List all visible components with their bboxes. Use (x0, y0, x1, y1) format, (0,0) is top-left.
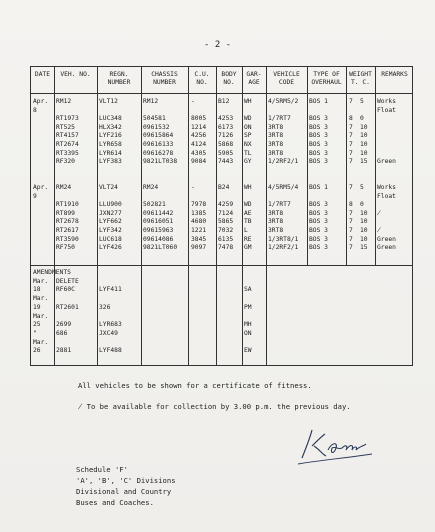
column-header: REMARKS (381, 71, 408, 78)
schedule-row-cell: 9097 (191, 244, 207, 252)
schedule-row-cell: 502821 (143, 201, 166, 209)
schedule-row-cell: 7 (349, 184, 353, 191)
schedule-row-cell: 7978 (191, 201, 207, 209)
amendment-row-cell: Mar. (33, 295, 49, 303)
schedule-row-cell: VLT24 (99, 184, 118, 191)
schedule-row-cell: GM (244, 244, 252, 252)
header-rule (31, 93, 412, 94)
schedule-row-cell: RT3395 (56, 149, 79, 157)
schedule-row-cell: WH (244, 98, 252, 105)
schedule-row-cell: 7 (349, 132, 353, 140)
column-rule (346, 67, 347, 265)
schedule-row-cell: 8 (349, 115, 353, 123)
schedule-row-cell: B12 (218, 98, 230, 105)
schedule-row-cell: LYR658 (99, 141, 122, 148)
schedule-row-cell: RM24 (56, 184, 72, 191)
schedule-row-cell: 7 (349, 235, 353, 243)
schedule-row-cell: BOS 1 (309, 184, 328, 191)
schedule-row-cell: 15 (360, 244, 368, 252)
schedule-row-cell: 6135 (218, 235, 234, 243)
amendment-row-cell: 2699 (56, 321, 72, 329)
schedule-row-cell: BOS 3 (309, 235, 328, 243)
schedule-row-cell: 7124 (218, 209, 234, 217)
column-header: CHASSIS NUMBER (151, 71, 178, 86)
schedule-row-cell: 4305 (191, 149, 207, 157)
schedule-row-cell: 7 (349, 98, 353, 105)
schedule-row-cell: RM24 (143, 184, 159, 191)
schedule-row-cell: TB (244, 218, 252, 226)
amendment-row-cell: Mar. (33, 277, 49, 285)
amendment-row-cell: SA (244, 286, 252, 294)
amendment-row-cell: MH (244, 321, 252, 329)
schedule-row-cell: 1/2RF2/1 (268, 158, 299, 166)
schedule-row-cell: 0961532 (143, 123, 170, 131)
schedule-row-cell: 09616278 (143, 149, 174, 157)
schedule-row-cell: 3RT8 (268, 218, 284, 226)
column-rule (97, 67, 98, 365)
footer-line: Buses and Coaches. (76, 498, 154, 507)
schedule-row-cell: RT4157 (56, 132, 79, 140)
schedule-row-cell: B24 (218, 184, 230, 191)
schedule-row-cell: TL (244, 149, 252, 157)
schedule-row-cell: 504581 (143, 115, 166, 123)
column-rule (375, 67, 376, 265)
schedule-row-cell: 09616133 (143, 141, 174, 148)
schedule-row-cell: 1/7RT7 (268, 201, 291, 209)
schedule-row-cell: RT2617 (56, 227, 79, 234)
schedule-row-cell: 5 (360, 184, 364, 191)
schedule-row-cell: BOS 3 (309, 158, 328, 166)
schedule-row-cell: BOS 3 (309, 141, 328, 148)
schedule-row-cell: LYF216 (99, 132, 122, 140)
schedule-row-cell: 4124 (191, 141, 207, 148)
schedule-row-cell: RT525 (56, 123, 75, 131)
schedule-row-cell: 7 (349, 158, 353, 166)
column-header: GAR- AGE (246, 71, 262, 86)
schedule-row-cell: BOS 3 (309, 115, 328, 123)
schedule-row-cell: ̸ (377, 209, 381, 217)
schedule-row-cell: Green (377, 235, 396, 243)
column-rule (307, 67, 308, 265)
amendment-row-cell: 25 (33, 321, 41, 329)
schedule-row-cell: BOS 3 (309, 244, 328, 252)
column-header: REGN. NUMBER (107, 71, 131, 86)
schedule-row-cell: 3845 (191, 235, 207, 243)
schedule-row-cell: 7443 (218, 158, 234, 166)
schedule-row-cell: 10 (360, 218, 368, 226)
schedule-row-cell: RT1910 (56, 201, 79, 209)
schedule-row-cell: 1385 (191, 209, 207, 217)
schedule-row-cell: SP (244, 132, 252, 140)
schedule-row-cell: BOS 3 (309, 123, 328, 131)
schedule-row-cell: Works (377, 98, 396, 105)
amendment-row-cell: 19 (33, 303, 41, 311)
schedule-row-cell: ON (244, 123, 252, 131)
schedule-row-cell: 4/5RM5/2 (268, 98, 299, 105)
schedule-row-cell: 7 (349, 218, 353, 226)
schedule-row-cell: 10 (360, 132, 368, 140)
schedule-row-cell: 5868 (218, 141, 234, 148)
column-header: C.U. NO. (194, 71, 210, 86)
schedule-row-cell: GY (244, 158, 252, 166)
schedule-row-cell: RT2678 (56, 218, 79, 226)
schedule-row-cell: 5 (360, 98, 364, 105)
footer-line: Divisional and Country (76, 487, 172, 496)
schedule-row-cell: BOS 3 (309, 149, 328, 157)
schedule-row-cell: LUC618 (99, 235, 122, 243)
schedule-row-cell: RE (244, 235, 252, 243)
amendment-row-cell: " (33, 329, 37, 337)
schedule-row-cell: BOS 3 (309, 218, 328, 226)
schedule-row-cell: 8 (33, 106, 37, 114)
schedule-row-cell: 4680 (191, 218, 207, 226)
schedule-row-cell: 7 (349, 227, 353, 234)
collection-note: ̸ To be available for collection by 3.00 p.m. the previous day. (78, 402, 351, 411)
schedule-row-cell: 5905 (218, 149, 234, 157)
amendment-row-cell: EW (244, 347, 252, 355)
footer-line: 'A', 'B', 'C' Divisions (76, 476, 176, 485)
schedule-row-cell: 09615963 (143, 227, 174, 234)
page-number: - 2 - (204, 40, 232, 50)
schedule-row-cell: ̸ (377, 227, 381, 234)
schedule-row-cell: WD (244, 115, 252, 123)
column-header: DATE (34, 71, 51, 78)
schedule-row-cell: 7 (349, 149, 353, 157)
amendment-row-cell: Mar. (33, 338, 49, 346)
schedule-row-cell: BOS 3 (309, 132, 328, 140)
schedule-row-cell: Green (377, 158, 396, 166)
schedule-row-cell: BOS 3 (309, 209, 328, 217)
schedule-row-cell: 0 (360, 201, 364, 209)
schedule-row-cell: 1/2RF2/1 (268, 244, 299, 252)
column-header: BODY NO. (221, 71, 237, 86)
amendment-row-cell: AMENDMENTS (33, 269, 71, 276)
schedule-row-cell: 7032 (218, 227, 234, 234)
schedule-row-cell: RT2674 (56, 141, 79, 148)
schedule-row-cell: 4256 (191, 132, 207, 140)
schedule-row-cell: 09615864 (143, 132, 174, 140)
schedule-row-cell: RM12 (56, 98, 72, 105)
schedule-row-cell: 1221 (191, 227, 207, 234)
schedule-row-cell: LYF342 (99, 227, 122, 234)
amendment-row-cell: ON (244, 329, 252, 337)
amendments-rule (31, 265, 412, 266)
schedule-row-cell: 7478 (218, 244, 234, 252)
amendment-row-cell: 686 (56, 329, 68, 337)
fitness-note: All vehicles to be shown for a certificate of fitness. (78, 381, 312, 390)
amendment-row-cell: LYR683 (99, 321, 122, 329)
amendment-row-cell: 2881 (56, 347, 72, 355)
amendment-row-cell: LYF411 (99, 286, 122, 294)
schedule-row-cell: RT3590 (56, 235, 79, 243)
schedule-row-cell: 10 (360, 123, 368, 131)
schedule-row-cell: 10 (360, 235, 368, 243)
schedule-row-cell: 1214 (191, 123, 207, 131)
schedule-row-cell: 10 (360, 149, 368, 157)
schedule-row-cell: 3RT8 (268, 132, 284, 140)
schedule-row-cell: Apr. (33, 98, 49, 105)
schedule-row-cell: BOS 3 (309, 201, 328, 209)
schedule-row-cell: - (191, 98, 195, 105)
overhaul-schedule-table (30, 66, 413, 366)
schedule-row-cell: 10 (360, 227, 368, 234)
schedule-row-cell: LYF426 (99, 244, 122, 252)
schedule-row-cell: 7 (349, 209, 353, 217)
schedule-row-cell: RF750 (56, 244, 75, 252)
schedule-row-cell: 1/3RT8/1 (268, 235, 299, 243)
column-rule (188, 67, 189, 365)
footer-line: Schedule 'F' (76, 465, 128, 474)
column-header: TYPE OF OVERHAUL (311, 71, 342, 86)
amendment-row-cell: RF60C (56, 286, 75, 294)
schedule-row-cell: 09611442 (143, 209, 174, 217)
schedule-row-cell: 9821LT060 (143, 244, 178, 252)
schedule-row-cell: WH (244, 184, 252, 191)
column-rule (242, 67, 243, 365)
column-header: VEHICLE CODE (273, 71, 300, 86)
schedule-row-cell: 10 (360, 141, 368, 148)
column-rule (266, 67, 267, 365)
amendment-row-cell: 326 (99, 303, 111, 311)
schedule-row-cell: Works (377, 184, 396, 191)
schedule-row-cell: LYF383 (99, 158, 122, 166)
schedule-row-cell: BOS 3 (309, 227, 328, 234)
schedule-row-cell: RM12 (143, 98, 159, 105)
schedule-row-cell: WD (244, 201, 252, 209)
schedule-row-cell: NX (244, 141, 252, 148)
schedule-row-cell: L (244, 227, 248, 234)
schedule-row-cell: 3RT8 (268, 141, 284, 148)
amendment-row-cell: 26 (33, 347, 41, 355)
column-rule (54, 67, 55, 365)
schedule-row-cell: RT1973 (56, 115, 79, 123)
schedule-row-cell: Green (377, 244, 396, 252)
schedule-row-cell: 8 (349, 201, 353, 209)
schedule-row-cell: 3RT8 (268, 227, 284, 234)
schedule-row-cell: 1/7RT7 (268, 115, 291, 123)
schedule-row-cell: RT899 (56, 209, 75, 217)
schedule-row-cell: Float (377, 106, 396, 114)
amendment-row-cell: RT2601 (56, 303, 79, 311)
amendment-row-cell: Mar. (33, 312, 49, 320)
schedule-row-cell: 09616051 (143, 218, 174, 226)
schedule-row-cell: 9 (33, 192, 37, 200)
column-rule (141, 67, 142, 365)
schedule-row-cell: 6173 (218, 123, 234, 131)
schedule-row-cell: 4253 (218, 115, 234, 123)
amendment-row-cell: DELETE (56, 277, 79, 285)
schedule-row-cell: 7 (349, 141, 353, 148)
signature (292, 420, 378, 470)
amendment-row-cell: JXC49 (99, 329, 118, 337)
schedule-row-cell: 8005 (191, 115, 207, 123)
schedule-row-cell: 4/5RM5/4 (268, 184, 299, 191)
schedule-row-cell: 7 (349, 244, 353, 252)
column-header: VEH. NO. (60, 71, 91, 78)
schedule-row-cell: Apr. (33, 184, 49, 191)
schedule-row-cell: 3RT8 (268, 149, 284, 157)
schedule-row-cell: 7126 (218, 132, 234, 140)
schedule-row-cell: 15 (360, 158, 368, 166)
schedule-row-cell: 3RT8 (268, 123, 284, 131)
schedule-row-cell: 10 (360, 209, 368, 217)
schedule-row-cell: RF320 (56, 158, 75, 166)
schedule-row-cell: 4259 (218, 201, 234, 209)
schedule-row-cell: HLX342 (99, 123, 122, 131)
column-rule (216, 67, 217, 365)
schedule-row-cell: 7 (349, 123, 353, 131)
schedule-row-cell: 9084 (191, 158, 207, 166)
schedule-row-cell: LYF662 (99, 218, 122, 226)
schedule-row-cell: JXN277 (99, 209, 122, 217)
schedule-row-cell: VLT12 (99, 98, 118, 105)
amendment-row-cell: PM (244, 303, 252, 311)
schedule-row-cell: LUC348 (99, 115, 122, 123)
schedule-row-cell: BOS 1 (309, 98, 328, 105)
schedule-row-cell: 09614086 (143, 235, 174, 243)
amendment-row-cell: 18 (33, 286, 41, 294)
schedule-row-cell: Float (377, 192, 396, 200)
schedule-row-cell: 5865 (218, 218, 234, 226)
schedule-row-cell: LYR614 (99, 149, 122, 157)
schedule-row-cell: LLU900 (99, 201, 122, 209)
column-header: WEIGHT T. C. (349, 71, 372, 86)
schedule-row-cell: - (191, 184, 195, 191)
amendment-row-cell: LYF488 (99, 347, 122, 355)
schedule-row-cell: 3RT8 (268, 209, 284, 217)
schedule-row-cell: AE (244, 209, 252, 217)
schedule-row-cell: 0 (360, 115, 364, 123)
schedule-row-cell: 9821LT038 (143, 158, 178, 166)
